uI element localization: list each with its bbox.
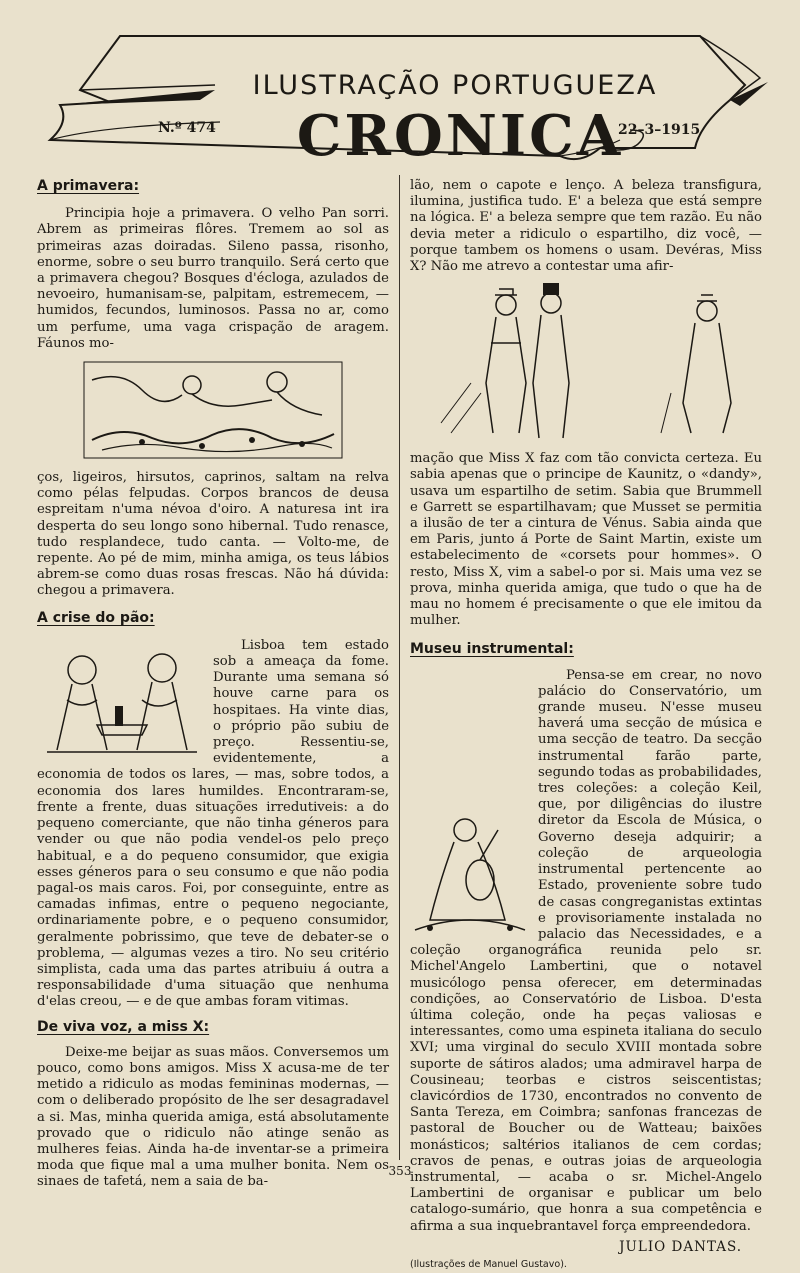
- paragraph-primavera-2: ços, ligeiros, hirsutos, caprinos, saltam na relva como pélas felpudas. Corpos brancos de deusa espreitam n'uma névoa d'oiro. A naturesa int ira desperta do seu longo sono hibernal. Tudo renasce, tudo resplandece, tudo canta. — Volto-me, de repente. Ao pé de mim, minha amiga, os teus lábios abrem-se como duas rosas frescas. Não há dúvida: chegou a primavera.: [37, 470, 389, 599]
- section-heading-miss: De viva voz, a miss X:: [37, 1018, 210, 1035]
- bread-crisis-illustration: [37, 640, 205, 760]
- paragraph-miss-3: mação que Miss X faz com tão convicta certeza. Eu sabia apenas que o principe de Kaunitz, o «dandy», usava um espartilho de setim. Sabia que Brummell e Garrett se espartilhavam; que Musset se permitia a ilusão de ter a cintura de Vénus. Sabia ainda que em Paris, junto á Porte de Saint Martin, existe um estabelecimento de «corsets pour hommes». O resto, Miss X, vim a sabel-o por si. Mais uma vez se prova, minha querida amiga, que tudo o que ha de mau no homem é precisamente o que ele imitou da mulher.: [410, 451, 762, 629]
- section-heading-museu: Museu instrumental:: [410, 641, 574, 658]
- paragraph-museu-text: Pensa-se em crear, no novo palácio do Conservatório, um grande museu. N'esse museu haverá uma secção de música e uma secção de teatro. Da secção instrumental farão parte, segundo todas as probabilidades, tres coleções: a coleção Keil, que, por diligências do ilustre diretor da Escola de Música, o Governo deseja adquirir; a coleção de arqueologia instrumental pertencente ao Estado, proveniente sobre tudo de casas congreganistas extintas e provisoriamente instalada no palacio das Necessidades, e a coleção organográfica reunida pelo sr. Michel'Angelo Lambertini, que o notavel musicólogo pensa oferecer, em determinadas condições, ao Conservatório de Lisboa. D'esta última coleção, onde ha peças valiosas e interessantes, como uma espineta italiana do seculo XVI; uma virginal do seculo XVIII montada sobre suporte de sátiros alados; uma admiravel harpa de Cousineau; teorbas e cistros seiscentistas; clavicórdios de 1730, encontrados no convento de Santa Tereza, em Coimbra; sanfonas francezas de pastoral de Boucher ou de Watteau; baixões monásticos; saltérios italianos de cem cordas; cravos de penas, e outras joias de arqueologia instrumental, — acaba o sr. Michel-Angelo Lambertini de organisar e publicar um belo catalogo-sumário, que honra a sua competência e afirma a sua inquebrantavel força empreendedora.: [410, 667, 762, 1234]
- dandies-illustration: [421, 283, 751, 443]
- masthead-series-title: ILUSTRAÇÃO PORTUGUEZA: [252, 70, 658, 101]
- masthead-section-title: CRONICA: [296, 103, 624, 169]
- paragraph-miss-2: lão, nem o capote e lenço. A beleza transfigura, ilumina, justifica tudo. E' a beleza que está sempre na lógica. E' a beleza sempre que tem razão. Eu não devia meter a ridiculo o espartilho, diz você, — porque tambem os homens o usam. Devéras, Miss X? Não me atrevo a contestar uma afir-: [410, 178, 762, 275]
- section-heading-crise: A crise do pão:: [37, 609, 155, 626]
- illustration-credit: (Ilustrações de Manuel Gustavo).: [410, 1258, 567, 1270]
- issue-number: N.º 474: [158, 120, 216, 136]
- paragraph-miss-1: Deixe-me beijar as suas mãos. Conversemos um pouco, como bons amigos. Miss X acusa-me de ter metido a ridiculo as modas femininas modernas, — com o deliberado propósito de lhe ser desagradavel a si. Mas, minha querida amiga, está absolutamente provado que o ridiculo não atinge senão as mulheres feias. Ainda ha-de inventar-se a primeira moda que fique mal a uma mulher bonita. Nem os sinaes de tafetá, nem a saia de ba-: [37, 1044, 389, 1190]
- section-heading-primavera: A primavera:: [37, 178, 140, 194]
- page-number: 353: [388, 1164, 412, 1178]
- musician-illustration: [410, 810, 530, 938]
- paragraph-primavera-1: Principia hoje a primavera. O velho Pan sorri. Abrem as primeiras flôres. Tremem ao sol as primeiras azas doiradas. Sileno passa, risonho, enorme, sobre o seu burro tranquilo. Será certo que a primavera chegou? Bosques d'écloga, azulados de nevoeiro, humanisam-se, palpitam, estremecem, — humidos, fecundos, luminosos. Passa no ar, como um perfume, uma vaga crispação de aragem. Fáunos mo-: [37, 206, 389, 351]
- issue-date: 22–3–1915: [618, 122, 701, 138]
- column-divider: [399, 175, 400, 1160]
- right-column: [410, 178, 762, 1270]
- author-signature: JULIO DANTAS.: [619, 1238, 742, 1255]
- left-column: [37, 178, 389, 1190]
- fauns-illustration: [82, 360, 344, 460]
- paragraph-crise-text: Lisboa tem estado sob a ameaça da fome. Durante uma semana só houve carne para os hospitaes. Ha vinte dias, o próprio pão subiu de preço. Ressentiu-se, evidentemente, a economia de todos os lares, — mas, sobre todos, a economia dos lares humildes. Encontraram-se, frente a frente, duas situações irredutiveis: a do pequeno comerciante, que não tinha géneros para vender ou que não podia vendel-os pelo preço habitual, e a do pequeno consumidor, que exigia esses géneros para o seu consumo e que não podia pagal-os mais caros. Foi, por conseguinte, entre as camadas infimas, entre o pequeno negociante, ordinariamente pobre, e o pequeno consumidor, geralmente pobrissimo, que teve de debater-se o problema, — algumas vezes a tiro. No seu critério simplista, cada uma das partes atribuiu á outra a responsabilidade d'uma situação que nenhuma d'elas creou, — e de que ambas foram vitimas.: [37, 637, 389, 1010]
- paragraph-crise-1: [37, 638, 389, 1011]
- paragraph-museu-1: [410, 668, 762, 1235]
- masthead: [40, 30, 770, 170]
